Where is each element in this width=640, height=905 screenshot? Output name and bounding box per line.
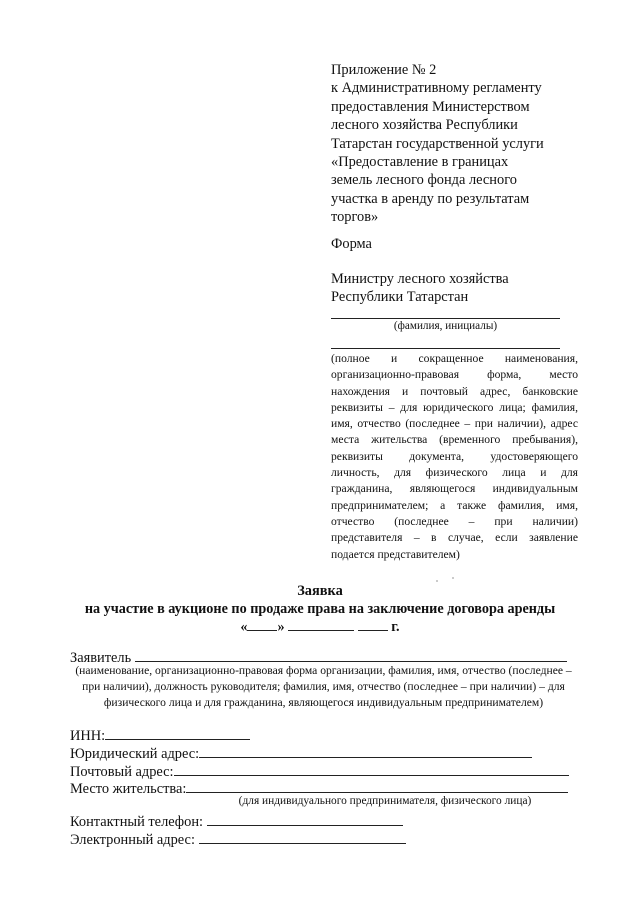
document-subtitle: на участие в аукционе по продаже права на заключение договора аренды: [84, 601, 556, 617]
email-field[interactable]: [199, 829, 406, 844]
appendix-line: торгов»: [331, 209, 379, 226]
date-day-blank[interactable]: [247, 618, 277, 631]
appendix-line: предоставления Министерством: [331, 98, 530, 115]
form-label: Форма: [331, 236, 372, 252]
date-close-quote: »: [277, 619, 285, 635]
appendix-line: к Административному регламенту: [331, 80, 542, 97]
inn-row: [70, 725, 250, 745]
addressee-block: [331, 270, 509, 307]
appendix-header: [331, 61, 591, 227]
residence-caption: (для индивидуального предпринимателя, физического лица): [238, 795, 532, 807]
applicant-caption: (наименование, организационно-правовая форма организации, фамилия, имя, отчество (последнее – при наличии), должность руководителя; фамилия, имя, отчество (последнее – при наличии) – для физического лица и для гражданина, являющегося индивидуальным предпринимателем): [75, 664, 572, 709]
appendix-line: Приложение № 2: [331, 62, 437, 78]
appendix-line: земель лесного фонда лесного: [331, 172, 517, 189]
applicant-label: Заявитель: [70, 650, 132, 666]
appendix-line: лесного хозяйства Республики: [331, 117, 518, 134]
appendix-line: Татарстан государственной услуги: [331, 135, 544, 152]
phone-field[interactable]: [207, 811, 403, 826]
addressee-line: Министру лесного хозяйства: [331, 271, 509, 287]
phone-label: Контактный телефон:: [70, 814, 204, 830]
date-year-blank[interactable]: [358, 618, 388, 631]
postal-address-label: Почтовый адрес:: [70, 764, 174, 780]
email-label: Электронный адрес:: [70, 832, 195, 848]
inn-field[interactable]: [105, 725, 250, 740]
fio-blank-line[interactable]: [331, 318, 560, 319]
phone-row: [70, 811, 403, 831]
date-suffix: г.: [391, 619, 400, 635]
inn-label: ИНН:: [70, 728, 106, 744]
postal-address-field[interactable]: [174, 761, 569, 776]
applicant-details-caption: (полное и сокращенное наименования, организационно-правовая форма, место нахождения и почтовый адрес, банковские реквизиты – для юридического лица; фамилия, имя, отчество (последнее – при наличии), адрес места жительства (временного пребывания), реквизиты документа, удостоверяющего личность, для физического лица и для гражданина, являющегося индивидуальным предпринимателем; а также фамилия, имя, отчество (последнее – при наличии) представителя – в случае, если заявление подается представителем): [331, 352, 578, 561]
legal-address-label: Юридический адрес:: [70, 746, 200, 762]
residence-field[interactable]: [186, 778, 568, 793]
email-row: [70, 829, 406, 849]
date-open-quote: «: [240, 619, 248, 635]
appendix-line: участка в аренду по результатам: [331, 190, 530, 207]
document-title: Заявка: [297, 583, 343, 599]
legal-address-field[interactable]: [199, 743, 532, 758]
date-line: [0, 618, 640, 636]
residence-label: Место жительства:: [70, 781, 187, 797]
date-month-blank[interactable]: [288, 618, 354, 631]
applicant-field[interactable]: [135, 647, 567, 662]
scan-speck: [452, 577, 454, 579]
appendix-line: «Предоставление в границах: [331, 154, 509, 171]
fio-caption: (фамилия, инициалы): [393, 320, 498, 332]
legal-address-row: [70, 743, 532, 763]
addressee-line: Республики Татарстан: [331, 289, 469, 306]
applicant-details-blank-line[interactable]: [331, 348, 560, 349]
